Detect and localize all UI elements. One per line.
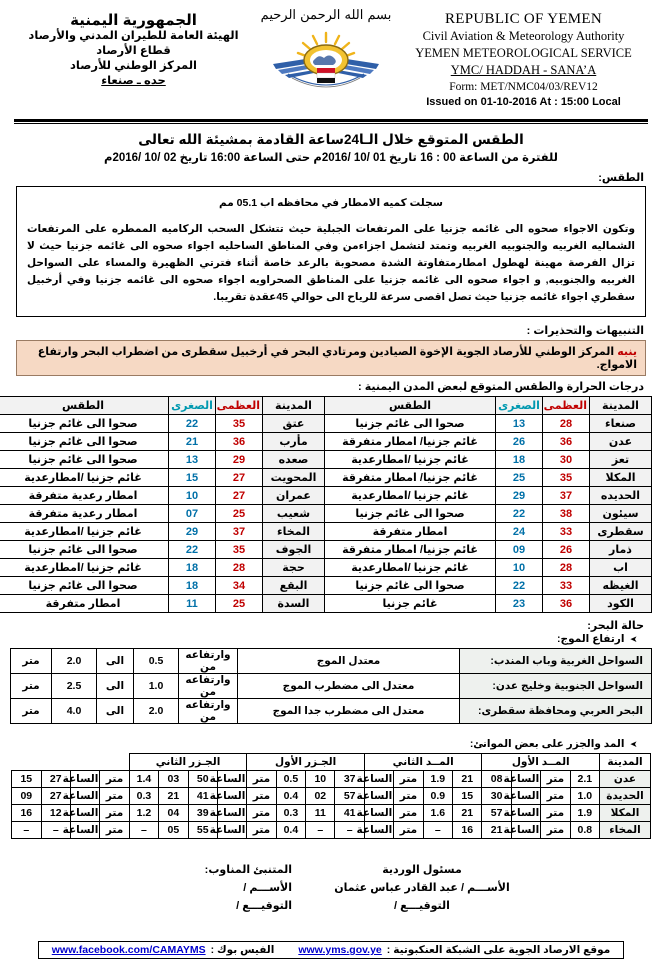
high-first-minutes: 08 (482, 771, 511, 788)
min-temp-cell: 13 (169, 451, 216, 469)
high-second-hours: 02 (306, 788, 335, 805)
high-first-unit: متر (541, 788, 570, 805)
header-divider-thick (14, 119, 648, 122)
min-temp-cell: 22 (496, 577, 543, 595)
wave-to-label: الى (97, 674, 134, 699)
max-temp-cell: 25 (216, 505, 263, 523)
warning-keyword: ينبه (617, 346, 637, 358)
coast-name-cell: السواحل الغربية وباب المندب: (460, 649, 652, 674)
facebook-link[interactable]: www.facebook.com/CAMAYMS (51, 944, 206, 956)
wave-to-label: الى (97, 649, 134, 674)
low-second-hour-label: الساعة (70, 822, 99, 839)
basmala-calligraphy: بسم الله الرحمن الرحيم (260, 8, 392, 23)
max-temp-cell: 36 (216, 433, 263, 451)
max-temp-cell: 28 (216, 559, 263, 577)
low-first-minutes: 41 (188, 788, 217, 805)
low-first-hours: 05 (159, 822, 188, 839)
min-temp-cell: 22 (169, 541, 216, 559)
min-temp-cell: 18 (496, 451, 543, 469)
city-cell: تعز (590, 451, 652, 469)
low-first-hours: 03 (159, 771, 188, 788)
weather-cell: غائم جزنيا /امطارعدية (325, 559, 496, 577)
max-temp-cell: 28 (543, 559, 590, 577)
max-temp-cell: 38 (543, 505, 590, 523)
header-weather-right: الطقس (325, 397, 496, 415)
logo-block (251, 6, 401, 97)
low-second-hour-label: الساعة (70, 771, 99, 788)
tide-header-low-second: الجـزر الثاني (129, 754, 247, 771)
arabic-country-name: الجمهورية اليمنية (70, 12, 197, 29)
page-title: الطقس المتوقع خلال الـا24ساعة القادمة بمشيئة الله تعالى (138, 132, 524, 147)
supervisor-sign-label: التوقيـــع / (394, 900, 450, 912)
facebook-group (52, 944, 275, 956)
min-temp-cell: 26 (496, 433, 543, 451)
min-temp-cell: 24 (496, 523, 543, 541)
weather-cell: صحوا الى غائم جزنيا (0, 433, 169, 451)
high-first-height: 0.8 (570, 822, 599, 839)
low-second-hour-label: الساعة (70, 805, 99, 822)
english-country-name: REPUBLIC OF YEMEN (444, 11, 603, 27)
supervisor-name-line (292, 879, 552, 897)
table-row (12, 788, 651, 805)
header-max-left: العظمى (216, 397, 263, 415)
wave-height-label: ➤ ارتفاع الموج: (10, 633, 638, 645)
table-row (0, 577, 652, 595)
signature-forecaster (32, 861, 292, 915)
low-first-minutes: 50 (188, 771, 217, 788)
low-first-height: 0.4 (276, 788, 305, 805)
tide-table (11, 753, 651, 839)
arabic-center-name: المركز الوطني للأرصاد (70, 60, 197, 72)
min-temp-cell: 23 (496, 595, 543, 613)
city-cell: الكود (590, 595, 652, 613)
arabic-sector-name: قطاع الأرصاد (96, 45, 171, 57)
weather-cell: صحوا الى غائم جزنيا (0, 451, 169, 469)
city-cell: ذمار (590, 541, 652, 559)
city-cell: عدن (590, 433, 652, 451)
weather-cell: صحوا الى غائم جزنيا (325, 415, 496, 433)
weather-cell: غائم جزنيا /امطارعدية (0, 523, 169, 541)
high-first-unit: متر (541, 805, 570, 822)
warnings-section-label: التنبيهات والتحذيرات : (526, 325, 644, 337)
high-first-unit: متر (541, 771, 570, 788)
low-first-height: 0.5 (276, 771, 305, 788)
table-row (12, 771, 651, 788)
city-cell: شعيب (263, 505, 325, 523)
min-temp-cell: 25 (496, 469, 543, 487)
low-second-height: 0.3 (129, 788, 158, 805)
max-temp-cell: 25 (216, 595, 263, 613)
website-link[interactable]: www.yms.gov.ye (298, 944, 382, 956)
table-row (11, 674, 652, 699)
weather-section-label: الطقس: (598, 172, 644, 184)
low-first-unit: متر (247, 788, 276, 805)
wave-max-value: 4.0 (52, 699, 97, 724)
sea-state-cell: معتدل الى مضطرب الموج (238, 674, 460, 699)
english-station-code: YMC/ HADDAH - SANA’A (450, 63, 597, 77)
low-first-hour-label: الساعة (217, 771, 246, 788)
low-second-minutes: 12 (41, 805, 70, 822)
city-cell: البقع (263, 577, 325, 595)
high-second-hours: 11 (306, 805, 335, 822)
website-label: موقع الارصاد الجوية على الشبكة العنكبوتية : (386, 944, 611, 956)
table-header-row (0, 397, 652, 415)
table-row (0, 433, 652, 451)
coast-name-cell: السواحل الجنوبية وخليج عدن: (460, 674, 652, 699)
header-city-left: المدينة (263, 397, 325, 415)
wave-from-label: وارتفاعه من (179, 649, 238, 674)
sea-state-cell: معتدل الى مضطرب جدا الموج (238, 699, 460, 724)
min-temp-cell: 11 (169, 595, 216, 613)
low-first-hour-label: الساعة (217, 822, 246, 839)
high-second-hour-label: الساعة (364, 771, 393, 788)
table-row (12, 822, 651, 839)
max-temp-cell: 35 (216, 541, 263, 559)
weather-cell: امطار متفرقة (325, 523, 496, 541)
high-second-unit: متر (394, 822, 423, 839)
high-first-height: 1.0 (570, 788, 599, 805)
table-row (0, 451, 652, 469)
low-first-minutes: 39 (188, 805, 217, 822)
coast-name-cell: البحر العربي ومحافظة سقطرى: (460, 699, 652, 724)
min-temp-cell: 15 (169, 469, 216, 487)
header-min-left: الصغرى (169, 397, 216, 415)
low-second-hours: 16 (12, 805, 42, 822)
header-min-right: الصغرى (496, 397, 543, 415)
tide-header-city: المدينة (600, 754, 651, 771)
document-masthead (10, 0, 652, 118)
low-second-unit: متر (100, 788, 129, 805)
city-cell: المكلا (590, 469, 652, 487)
min-temp-cell: 18 (169, 577, 216, 595)
high-second-unit: متر (394, 788, 423, 805)
weather-cell: صحوا الى غائم جزنيا (325, 577, 496, 595)
high-second-height: 0.9 (423, 788, 452, 805)
table-row (11, 699, 652, 724)
low-second-height: 1.2 (129, 805, 158, 822)
high-second-hours: 10 (306, 771, 335, 788)
tide-city-cell: عدن (600, 771, 651, 788)
city-cell: حجة (263, 559, 325, 577)
wave-min-value: 0.5 (134, 649, 179, 674)
forecaster-sign-label: التوقيـــع / (236, 900, 292, 912)
max-temp-cell: 37 (216, 523, 263, 541)
weather-cell: غائم جزنيا /امطارعدية (325, 451, 496, 469)
wave-from-label: وارتفاعه من (179, 699, 238, 724)
high-second-hour-label: الساعة (364, 822, 393, 839)
weather-cell: غائم جزنيا/ امطار متفرقة (325, 541, 496, 559)
max-temp-cell: 37 (543, 487, 590, 505)
weather-description-box (16, 186, 646, 317)
city-cell: صعده (263, 451, 325, 469)
high-first-minutes: 21 (482, 822, 511, 839)
max-temp-cell: 35 (216, 415, 263, 433)
supervisor-role: مسئول الوردية (382, 864, 462, 876)
min-temp-cell: 22 (496, 505, 543, 523)
weather-cell: صحوا الى غائم جزنيا (0, 541, 169, 559)
forecast-title-block (10, 131, 652, 167)
low-second-hours: – (12, 822, 42, 839)
tide-city-cell: المخاء (600, 822, 651, 839)
max-temp-cell: 34 (216, 577, 263, 595)
temperature-table-label: درجات الحرارة والطقس المتوقع لبعض المدن اليمنية : (358, 381, 644, 393)
max-temp-cell: 29 (216, 451, 263, 469)
table-row (0, 505, 652, 523)
table-row (12, 805, 651, 822)
max-temp-cell: 33 (543, 577, 590, 595)
table-row (0, 541, 652, 559)
header-divider-thin (14, 123, 648, 124)
signature-block (10, 861, 652, 915)
signature-shift-supervisor (292, 861, 552, 915)
wave-unit-cell: متر (11, 699, 52, 724)
wave-from-label: وارتفاعه من (179, 674, 238, 699)
high-second-unit: متر (394, 771, 423, 788)
low-first-height: 0.3 (276, 805, 305, 822)
low-first-unit: متر (247, 822, 276, 839)
english-authority-name: Civil Aviation & Meteorology Authority (422, 29, 625, 43)
tide-header-high-second: المــد الثاني (364, 754, 482, 771)
header-weather-left: الطقس (0, 397, 169, 415)
city-cell: السدة (263, 595, 325, 613)
low-second-height: 1.4 (129, 771, 158, 788)
min-temp-cell: 29 (169, 523, 216, 541)
city-cell: المخاء (263, 523, 325, 541)
forecast-period: للفترة من الساعة 00 : 16 تاريخ 01 /10 /2016م حتى الساعة 16:00 تاريخ 02 /10 /2016م (104, 152, 558, 164)
high-second-hour-label: الساعة (364, 805, 393, 822)
tide-header-high-first: المــد الأول (482, 754, 600, 771)
low-first-hour-label: الساعة (217, 805, 246, 822)
min-temp-cell: 29 (496, 487, 543, 505)
max-temp-cell: 36 (543, 595, 590, 613)
min-temp-cell: 09 (496, 541, 543, 559)
max-temp-cell: 27 (216, 487, 263, 505)
high-first-unit: متر (541, 822, 570, 839)
english-header-block (401, 6, 646, 110)
high-first-hours: 16 (453, 822, 482, 839)
min-temp-cell: 21 (169, 433, 216, 451)
high-second-height: – (423, 822, 452, 839)
low-second-hour-label: الساعة (70, 788, 99, 805)
tide-header-row (12, 754, 651, 771)
weather-cell: صحوا الى غائم جزنيا (0, 577, 169, 595)
supervisor-name-label: الأســـم / (460, 882, 510, 894)
max-temp-cell: 27 (216, 469, 263, 487)
low-first-hours: 04 (159, 805, 188, 822)
high-first-hours: 21 (453, 771, 482, 788)
table-row (0, 595, 652, 613)
city-cell: اب (590, 559, 652, 577)
max-temp-cell: 30 (543, 451, 590, 469)
weather-cell: غائم جزنيا /امطارعدية (0, 469, 169, 487)
sea-state-cell: معتدل الموج (238, 649, 460, 674)
rainfall-note: سجلت كميه الامطار في محافظه اب 05.1 مم (219, 197, 443, 209)
wave-min-value: 1.0 (134, 674, 179, 699)
low-first-hours: 21 (159, 788, 188, 805)
weather-cell: امطار رعدية متفرقة (0, 487, 169, 505)
wave-min-value: 2.0 (134, 699, 179, 724)
weather-cell: غائم جزنيا /امطارعدية (325, 487, 496, 505)
max-temp-cell: 33 (543, 523, 590, 541)
table-row (0, 523, 652, 541)
max-temp-cell: 28 (543, 415, 590, 433)
warning-banner (16, 340, 646, 376)
city-cell: الجوف (263, 541, 325, 559)
high-first-hours: 21 (453, 805, 482, 822)
warning-text: المركز الوطني للأرصاد الجوية الإخوة الصيادين ومرتادي البحر في أرخبيل سقطرى من اضطراب البحر وارتفاع الامواج. (37, 346, 637, 371)
weather-body-text: وتكون الاجواء صحوه الى غائمه جزنيا على المرتفعات الجبلية حيث تتشكل السحب الركاميه الممطره على المرتفعات الشماليه الغربيه والجنوبيه الغربيه وتمتد لتشمل اجزاءمن وفي المناطق الساحليه اجواء صحوه الى غائمه جزنيا حيث لا تزال الفرصة مهينة لهطول امطارمتفاوتة الشدة مصحوبة بالرعد خاصة أثناء فترتي الظهيرة والمساء على السواحل الغربيه والجنوبيه, و اجواء صحوه الى غائمه جزنيا على المناطق الصحراويه اجواء صحوه الى غائمه جزنيا وفي أرخبيل سقطري اجواء غائمه جزنيا حيث تصل اقصى سرعة للرياح الى حوالي 45عقدة تقريبا. (27, 223, 635, 303)
city-cell: سقطرى (590, 523, 652, 541)
footer-links-bar (38, 941, 624, 959)
weather-cell: غائم جزنيا /امطارعدية (0, 559, 169, 577)
weather-cell: غائم جزنيا (325, 595, 496, 613)
low-second-minutes: 27 (41, 771, 70, 788)
city-cell: صنعاء (590, 415, 652, 433)
wave-height-table (10, 648, 652, 724)
wave-unit-cell: متر (11, 649, 52, 674)
high-second-height: 1.9 (423, 771, 452, 788)
high-first-height: 1.9 (570, 805, 599, 822)
high-first-minutes: 30 (482, 788, 511, 805)
city-cell: مأرب (263, 433, 325, 451)
high-first-hour-label: الساعة (511, 771, 540, 788)
min-temp-cell: 18 (169, 559, 216, 577)
high-second-minutes: 57 (335, 788, 364, 805)
forecaster-role: المتنبئ المناوب: (204, 864, 292, 876)
wave-to-label: الى (97, 699, 134, 724)
low-second-minutes: 27 (41, 788, 70, 805)
arabic-authority-name: الهيئة العامة للطيران المدني والأرصاد (28, 30, 239, 42)
high-first-hour-label: الساعة (511, 805, 540, 822)
low-second-unit: متر (100, 805, 129, 822)
issued-on-line: Issued on 01-10-2016 At : 15:00 Local (426, 96, 621, 108)
high-second-minutes: 37 (335, 771, 364, 788)
high-second-hour-label: الساعة (364, 788, 393, 805)
high-second-hours: – (306, 822, 335, 839)
forecaster-name-label: الأســـم / (243, 882, 292, 894)
form-number: Form: MET/NMC04/03/REV12 (449, 81, 598, 93)
min-temp-cell: 10 (496, 559, 543, 577)
low-first-height: 0.4 (276, 822, 305, 839)
low-second-unit: متر (100, 771, 129, 788)
table-row (0, 415, 652, 433)
table-row (0, 559, 652, 577)
max-temp-cell: 36 (543, 433, 590, 451)
high-first-height: 2.1 (570, 771, 599, 788)
weather-cell: صحوا الى غائم جزنيا (325, 505, 496, 523)
min-temp-cell: 22 (169, 415, 216, 433)
low-first-minutes: 55 (188, 822, 217, 839)
weather-cell: امطار متفرقة (0, 595, 169, 613)
weather-cell: صحوا الى غائم جزنيا (0, 415, 169, 433)
max-temp-cell: 35 (543, 469, 590, 487)
table-row (0, 469, 652, 487)
high-second-unit: متر (394, 805, 423, 822)
facebook-label: الفيس بوك : (210, 944, 275, 956)
high-second-minutes: 41 (335, 805, 364, 822)
forecaster-name-line (32, 879, 292, 897)
city-cell: الحديده (590, 487, 652, 505)
city-cell: عمران (263, 487, 325, 505)
low-first-hour-label: الساعة (217, 788, 246, 805)
wave-unit-cell: متر (11, 674, 52, 699)
arabic-header-block (16, 6, 251, 89)
min-temp-cell: 13 (496, 415, 543, 433)
supervisor-name-value: عبد القادر عباس عثمان (334, 882, 458, 894)
civil-aviation-meteorology-logo (268, 30, 384, 97)
arabic-location: حده ـ صنعاء (101, 75, 166, 87)
wave-max-value: 2.5 (52, 674, 97, 699)
table-row (0, 487, 652, 505)
tide-city-cell: الحديدة (600, 788, 651, 805)
low-second-hours: 09 (12, 788, 42, 805)
city-cell: سيئون (590, 505, 652, 523)
max-temp-cell: 26 (543, 541, 590, 559)
min-temp-cell: 07 (169, 505, 216, 523)
high-first-hour-label: الساعة (511, 788, 540, 805)
weather-cell: امطار رعدية متفرقة (0, 505, 169, 523)
city-cell: الغيظه (590, 577, 652, 595)
high-first-minutes: 57 (482, 805, 511, 822)
table-row (11, 649, 652, 674)
low-first-unit: متر (247, 805, 276, 822)
low-second-hours: 15 (12, 771, 42, 788)
low-second-unit: متر (100, 822, 129, 839)
city-cell: المحويت (263, 469, 325, 487)
wave-max-value: 2.0 (52, 649, 97, 674)
header-max-right: العظمى (543, 397, 590, 415)
tide-header-low-first: الجـزر الأول (247, 754, 365, 771)
high-first-hours: 15 (453, 788, 482, 805)
header-city-right: المدينة (590, 397, 652, 415)
city-cell: عتق (263, 415, 325, 433)
temperature-forecast-table (0, 396, 652, 613)
low-first-unit: متر (247, 771, 276, 788)
high-second-height: 1.6 (423, 805, 452, 822)
weather-cell: غائم جزنيا/ امطار متفرقة (325, 469, 496, 487)
high-first-hour-label: الساعة (511, 822, 540, 839)
weather-cell: غائم جزنيا/ امطار متفرقة (325, 433, 496, 451)
min-temp-cell: 10 (169, 487, 216, 505)
sea-state-label: حالة البحر: (587, 620, 644, 632)
high-second-minutes: – (335, 822, 364, 839)
website-group (298, 944, 610, 956)
low-second-height: – (129, 822, 158, 839)
tide-city-cell: المكلا (600, 805, 651, 822)
tides-label: ➤ المد والجزر على بعض الموانئ: (10, 738, 638, 750)
low-second-minutes: – (41, 822, 70, 839)
english-service-name: YEMEN METEOROLOGICAL SERVICE (415, 46, 632, 60)
